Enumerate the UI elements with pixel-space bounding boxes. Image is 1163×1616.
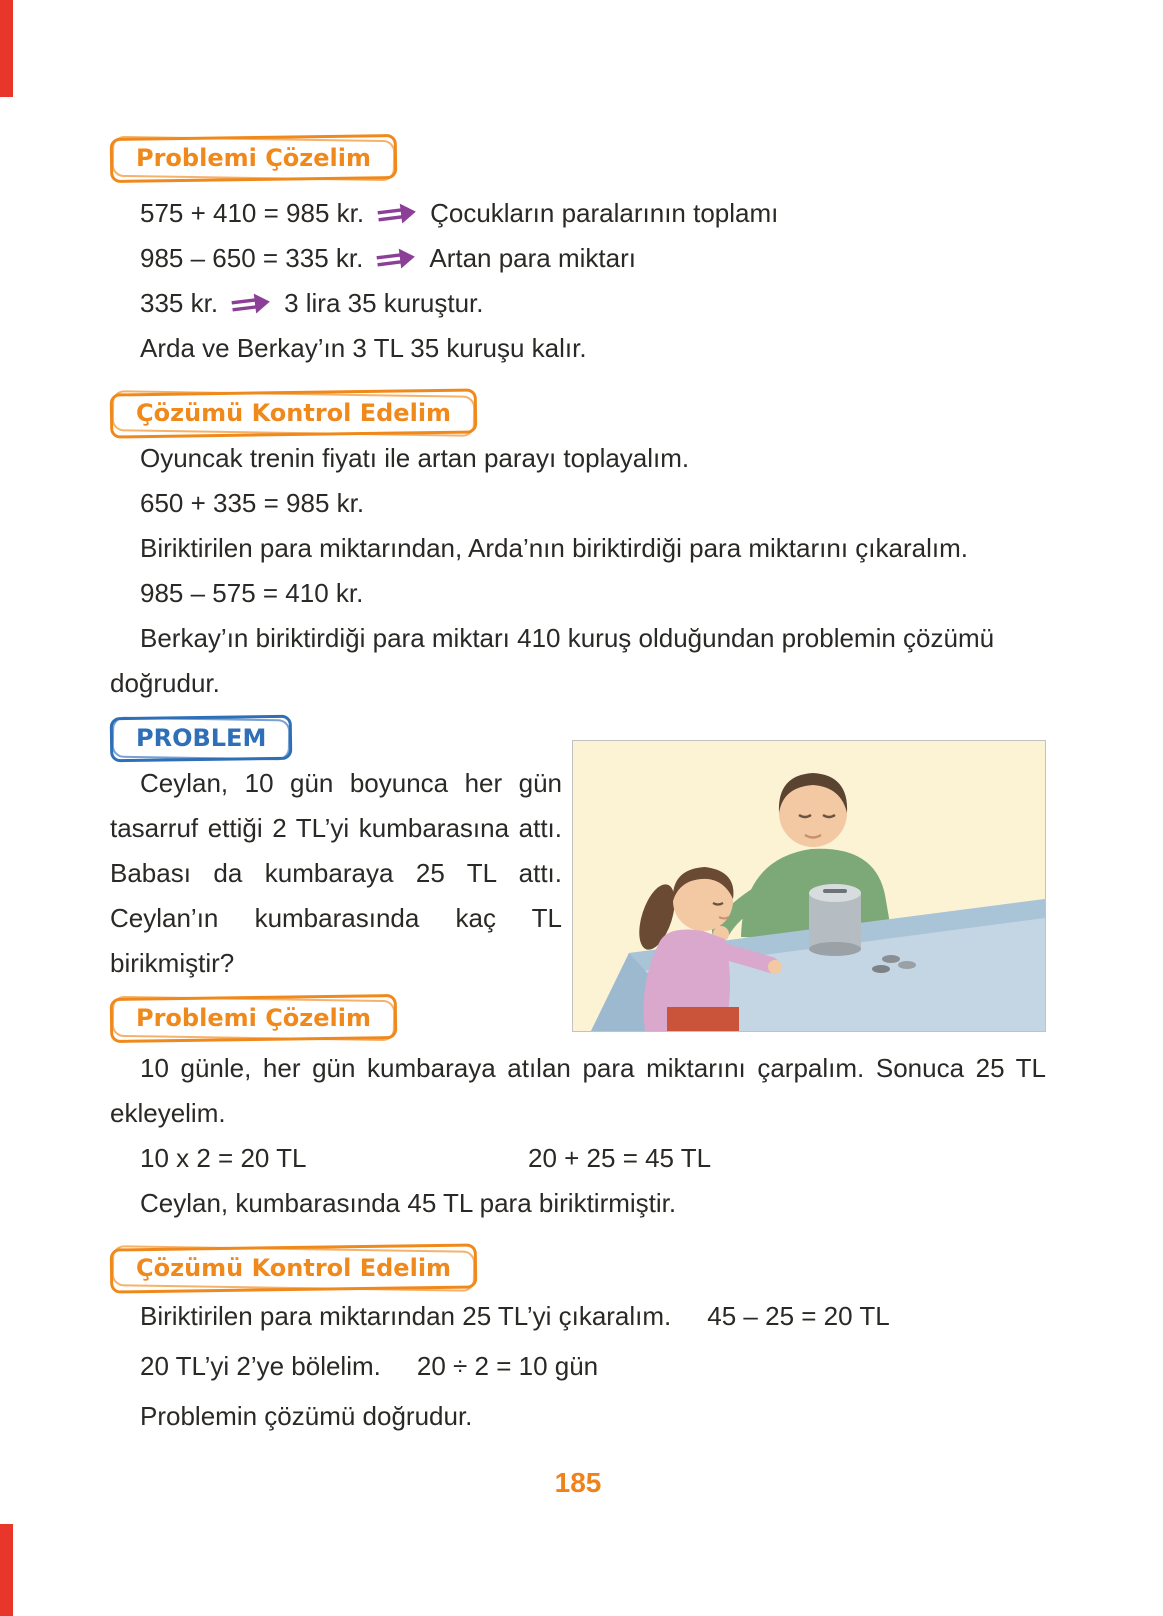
badge-label: Çözümü Kontrol Edelim: [136, 1254, 452, 1282]
check2-row1-equation: 45 – 25 = 20 TL: [707, 1301, 890, 1331]
badge-problemi-cozelim-1: [110, 136, 397, 181]
badge-label: Problemi Çözelim: [136, 144, 371, 172]
solution1-row-3: [140, 281, 1046, 326]
equation-note: Artan para miktarı: [429, 243, 636, 273]
solution2-equations: [140, 1136, 1046, 1181]
solution2-conclusion: Ceylan, kumbarasında 45 TL para biriktirmiştir.: [140, 1188, 677, 1218]
check1-line-1: Oyuncak trenin fiyatı ile artan parayı toplayalım.: [140, 443, 690, 473]
check1-line-2: 650 + 335 = 985 kr.: [140, 488, 365, 518]
equation-text: 335 kr.: [140, 288, 219, 318]
equation-text: 985 – 650 = 335 kr.: [140, 243, 364, 273]
check2-row2-text: 20 TL’yi 2’ye bölelim.: [140, 1351, 381, 1381]
problem-statement: Ceylan, 10 gün boyunca her gün tasarruf ettiği 2 TL’yi kumbarasına attı. Babası da kumbaraya 25 TL attı. Ceylan’ın kumbarasında kaç TL birikmiştir?: [110, 768, 562, 978]
page-number: 185: [554, 1467, 602, 1498]
problem-section: [110, 716, 1046, 1046]
solution1-row-2: [140, 236, 1046, 281]
arrow-icon: [374, 244, 419, 273]
badge-label: Problemi Çözelim: [136, 1004, 371, 1032]
badge-cozumu-kontrol-edelim-1: [110, 391, 477, 436]
check2-row-2: [110, 1341, 1046, 1391]
problem-illustration: [572, 740, 1046, 1032]
arrow-icon: [375, 199, 420, 228]
check2-conclusion: Problemin çözümü doğrudur.: [140, 1401, 473, 1431]
equation-note: 3 lira 35 kuruştur.: [284, 288, 484, 318]
arrow-icon: [229, 289, 274, 318]
equation-add: 20 + 25 = 45 TL: [528, 1143, 712, 1173]
check2-row-1: [110, 1291, 1046, 1341]
badge-problem: [110, 716, 292, 761]
equation-text: 575 + 410 = 985 kr.: [140, 198, 365, 228]
equation-multiply: 10 x 2 = 20 TL: [140, 1143, 307, 1173]
page-edge-decoration-bottom: [0, 1524, 13, 1616]
badge-label: PROBLEM: [136, 724, 267, 752]
check2-row2-equation: 20 ÷ 2 = 10 gün: [416, 1351, 599, 1381]
badge-problemi-cozelim-2: [110, 996, 397, 1041]
check2-row-3: [110, 1391, 1046, 1441]
check1-line-3: Biriktirilen para miktarından, Arda’nın biriktirdiği para miktarını çıkaralım.: [140, 533, 968, 563]
solution2-intro: 10 günle, her gün kumbaraya atılan para miktarını çarpalım. Sonuca 25 TL ekleyelim.: [110, 1053, 1046, 1128]
badge-label: Çözümü Kontrol Edelim: [136, 399, 452, 427]
solution1-conclusion: Arda ve Berkay’ın 3 TL 35 kuruşu kalır.: [140, 333, 587, 363]
check1-line-4: 985 – 575 = 410 kr.: [140, 578, 364, 608]
page-edge-decoration-top: [0, 0, 13, 97]
page-content: [110, 136, 1046, 1499]
check2-row1-text: Biriktirilen para miktarından 25 TL’yi çıkaralım.: [140, 1301, 672, 1331]
equation-note: Çocukların paralarının toplamı: [430, 198, 779, 228]
solution1-row-1: [140, 191, 1046, 236]
badge-cozumu-kontrol-edelim-2: [110, 1246, 477, 1291]
check1-line-5: Berkay’ın biriktirdiği para miktarı 410 kuruş olduğundan problemin çözümü doğrudur.: [110, 623, 995, 698]
illustration-drawing: [573, 741, 1045, 1031]
